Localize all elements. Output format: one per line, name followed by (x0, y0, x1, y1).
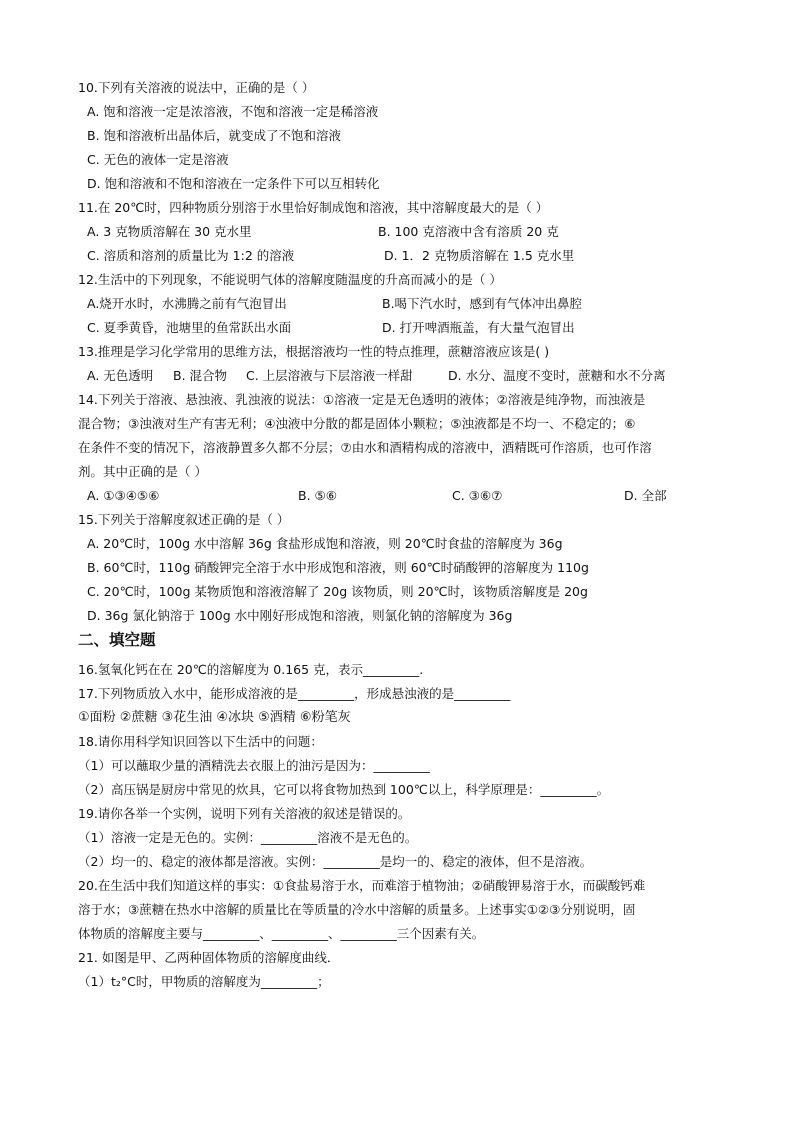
question-11-option-a: A. 3 克物质溶解在 30 克水里 (87, 224, 252, 239)
question-13-option-c: C. 上层溶液与下层溶液一样甜 (246, 368, 413, 383)
question-19-part-1: （1）溶液一定是无色的。实例：_________溶液不是无色的。 (78, 830, 418, 845)
question-14-line-2: 混合物；③浊液对生产有害无利；④浊液中分散的都是固体小颗粒；⑤浊液都是不均一、不稳定的；⑥ (78, 416, 636, 431)
section-heading: 二、填空题 (78, 631, 156, 649)
question-10-option-d: D. 饱和溶液和不饱和溶液在一定条件下可以互相转化 (87, 176, 380, 191)
question-14-line-4: 剂。其中正确的是（ ） (78, 464, 207, 479)
question-19: 19.请你各举一个实例，说明下列有关溶液的叙述是错误的。 (78, 806, 411, 821)
question-10-stem: 10.下列有关溶液的说法中，正确的是（ ） (78, 80, 315, 95)
question-19-part-2: （2）均一的、稳定的液体都是溶液。实例：_________是均一的、稳定的液体，但不是溶液。 (78, 854, 593, 869)
question-12-option-d: D. 打开啤酒瓶盖，有大量气泡冒出 (382, 320, 575, 335)
question-12-option-a: A.烧开水时，水沸腾之前有气泡冒出 (87, 296, 287, 311)
question-16: 16.氢氧化钙在在 20℃的溶解度为 0.165 克，表示_________. (78, 662, 424, 677)
question-20-line-2: 溶于水；③蔗糖在热水中溶解的质量比在等质量的冷水中溶解的质量多。上述事实①②③分别说明，固 (78, 902, 636, 917)
question-15-option-a: A. 20℃时，100g 水中溶解 36g 食盐形成饱和溶液，则 20℃时食盐的溶解度为 36g (87, 536, 563, 551)
question-20-line-1: 20.在生活中我们知道这样的事实：①食盐易溶于水，而难溶于植物油；②硝酸钾易溶于水，而碳酸钙难 (78, 878, 646, 893)
question-11-option-c: C. 溶质和溶剂的质量比为 1:2 的溶液 (87, 248, 295, 263)
question-14-option-d: D. 全部 (624, 488, 667, 503)
question-17-materials: ①面粉 ②蔗糖 ③花生油 ④冰块 ⑤酒精 ⑥粉笔灰 (78, 710, 351, 725)
question-15-stem: 15.下列关于溶解度叙述正确的是（ ） (78, 512, 290, 527)
question-13-option-a: A. 无色透明 (87, 368, 154, 383)
question-11-option-b: B. 100 克溶液中含有溶质 20 克 (378, 224, 559, 239)
question-14-line-1: 14.下列关于溶液、悬浊液、乳浊液的说法：①溶液一定是无色透明的液体；②溶液是纯净物，而浊液是 (78, 392, 646, 407)
question-15-option-c: C. 20℃时，100g 某物质饱和溶液溶解了 20g 该物质，则 20℃时，该物质溶解度是 20g (87, 584, 588, 599)
question-13-option-b: B. 混合物 (173, 368, 228, 383)
question-18-part-2: （2）高压锅是厨房中常见的炊具，它可以将食物加热到 100℃以上，科学原理是：_________。 (78, 782, 610, 797)
question-13-option-d: D. 水分、温度不变时，蔗糖和水不分离 (448, 368, 666, 383)
question-14-option-b: B. ⑤⑥ (298, 488, 337, 503)
question-17: 17.下列物质放入水中，能形成溶液的是_________，形成悬浊液的是_________ (78, 686, 511, 701)
question-10-option-b: B. 饱和溶液析出晶体后，就变成了不饱和溶液 (87, 128, 342, 143)
question-12-option-b: B.喝下汽水时，感到有气体冲出鼻腔 (382, 296, 583, 311)
question-13-stem: 13.推理是学习化学常用的思维方法，根据溶液均一性的特点推理，蔗糖溶液应该是( ) (78, 344, 550, 359)
question-10-option-a: A. 饱和溶液一定是浓溶液，不饱和溶液一定是稀溶液 (87, 104, 379, 119)
question-21-part-1: （1）t₂°C时，甲物质的溶解度为_________； (78, 974, 330, 989)
question-18: 18.请你用科学知识回答以下生活中的问题： (78, 734, 323, 749)
question-12-stem: 12.生活中的下列现象，不能说明气体的溶解度随温度的升高而减小的是（ ） (78, 272, 502, 287)
question-15-option-d: D. 36g 氯化钠溶于 100g 水中刚好形成饱和溶液，则氯化钠的溶解度为 36g (87, 608, 513, 623)
question-14-option-a: A. ①③④⑤⑥ (87, 488, 160, 503)
question-12-option-c: C. 夏季黄昏，池塘里的鱼常跃出水面 (87, 320, 292, 335)
question-11-option-d: D. 1．2 克物质溶解在 1.5 克水里 (384, 248, 575, 263)
question-18-part-1: （1）可以蘸取少量的酒精洗去衣服上的油污是因为：_________ (78, 758, 430, 773)
question-14-option-c: C. ③⑥⑦ (452, 488, 503, 503)
question-20-line-3: 体物质的溶解度主要与_________、_________、_________三个因素有关。 (78, 926, 485, 941)
question-10-option-c: C. 无色的液体一定是溶液 (87, 152, 229, 167)
question-15-option-b: B. 60℃时，110g 硝酸钾完全溶于水中形成饱和溶液，则 60℃时硝酸钾的溶解度为 110g (87, 560, 589, 575)
question-21: 21. 如图是甲、乙两种固体物质的溶解度曲线． (78, 950, 340, 965)
question-14-line-3: 在条件不变的情况下，溶液静置多久都不分层；⑦由水和酒精构成的溶液中，酒精既可作溶质，也可作溶 (78, 440, 652, 455)
question-11-stem: 11.在 20℃时，四种物质分别溶于水里恰好制成饱和溶液，其中溶解度最大的是（ ） (78, 200, 549, 215)
